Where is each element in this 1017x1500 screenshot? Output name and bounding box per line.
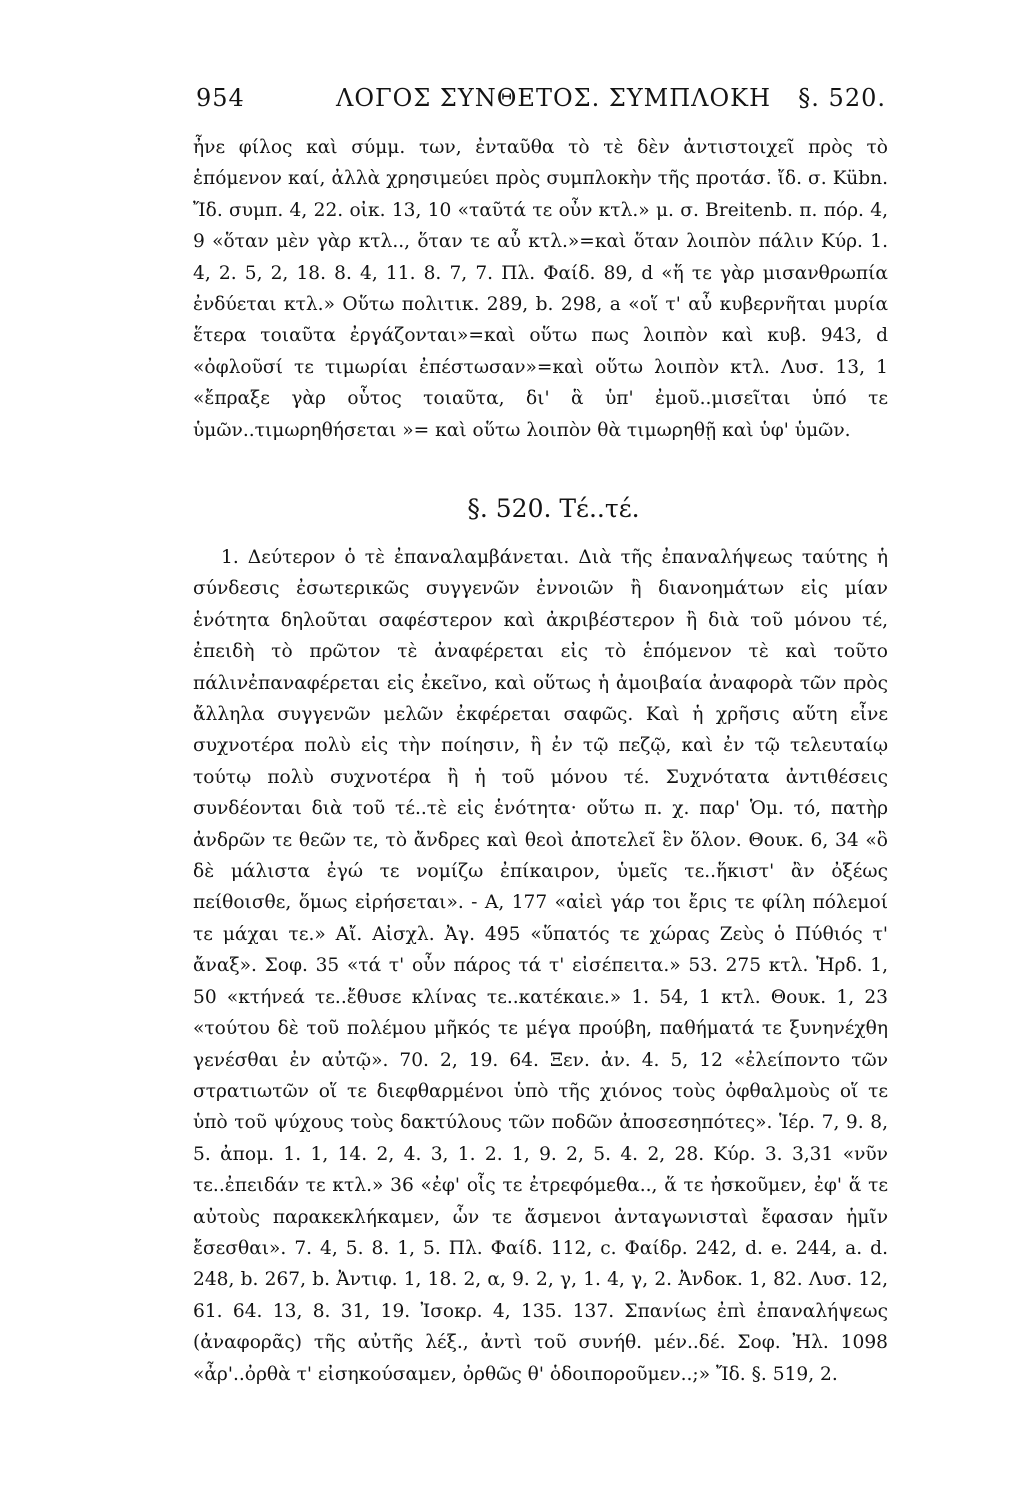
page-number: 954 (196, 84, 245, 112)
header-section-number: §. 520. (798, 84, 886, 112)
section-heading: §. 520. Τέ..τέ. (467, 494, 640, 523)
running-header (196, 84, 886, 124)
running-title: ΛΟΓΟΣ ΣΥΝΘΕΤΟΣ. ΣΥΜΠΛΟΚΗ (336, 84, 772, 112)
intro-paragraph: ἦνε φίλος καὶ σύμμ. των, ἐνταῦθα τὸ τὲ δὲν ἀντιστοιχεῖ πρὸς τὸ ἑπόμενον καί, ἀλλὰ χρησιμεύει πρὸς συμπλοκὴν τῆς προτάσ. ἴδ. σ. Kübn. Ἴδ. συμπ. 4, 22. οἰκ. 13, 10 «ταῦτά τε οὖν κτλ.» μ. σ. Breitenb. π. πόρ. 4, 9 «ὅταν μὲν γὰρ κτλ.., ὅταν τε αὖ κτλ.»=καὶ ὅταν λοιπὸν πάλιν Κύρ. 1. 4, 2. 5, 2, 18. 8. 4, 11. 8. 7, 7. Πλ. Φαίδ. 89, d «ἥ τε γὰρ μισανθρωπία ἐνδύεται κτλ.» Οὕτω πολιτικ. 289, b. 298, a «οἵ τ' αὖ κυβερνῆται μυρία ἕτερα τοιαῦτα ἐργάζονται»=καὶ οὕτω πως λοιπὸν καὶ κυβ. 943, d «ὀφλοῦσί τε τιμωρίαι ἐπέστωσαν»=καὶ οὕτω λοιπὸν κτλ. Λυσ. 13, 1 «ἔπραξε γὰρ οὗτος τοιαῦτα, δι' ἃ ὑπ' ἐμοῦ..μισεῖται ὑπό τε ὑμῶν..τιμωρηθήσεται »= καὶ οὕτω λοιπὸν θὰ τιμωρηθῇ καὶ ὑφ' ὑμῶν. (193, 137, 888, 441)
continued-text-block (193, 132, 888, 446)
section-text-block (193, 542, 888, 1390)
main-paragraph: 1. Δεύτερον ὁ τὲ ἐπαναλαμβάνεται. Διὰ τῆς ἐπαναλήψεως ταύτης ἡ σύνδεσις ἐσωτερικῶς συγγενῶν ἐννοιῶν ἢ διανοημάτων εἰς μίαν ἑνότητα δηλοῦται σαφέστερον καὶ ἀκριβέστερον ἢ διὰ τοῦ μόνου τέ, ἐπειδὴ τὸ πρῶτον τὲ ἀναφέρεται εἰς τὸ ἑπόμενον τὲ καὶ τοῦτο πάλινἐπαναφέρεται εἰς ἐκεῖνο, καὶ οὕτως ἡ ἀμοιβαία ἀναφορὰ τῶν πρὸς ἄλληλα συγγενῶν μελῶν ἐκφέρεται σαφῶς. Καὶ ἡ χρῆσις αὕτη εἶνε συχνοτέρα πολὺ εἰς τὴν ποίησιν, ἢ ἐν τῷ πεζῷ, καὶ ἐν τῷ τελευταίῳ τούτῳ πολὺ συχνοτέρα ἢ ἡ τοῦ μόνου τέ. Συχνότατα ἀντιθέσεις συνδέονται διὰ τοῦ τέ..τὲ εἰς ἑνότητα· οὕτω π. χ. παρ' Ὁμ. τό, πατὴρ ἀνδρῶν τε θεῶν τε, τὸ ἄνδρες καὶ θεοὶ ἀποτελεῖ ἓν ὅλον. Θουκ. 6, 34 «ὃ δὲ μάλιστα ἐγώ τε νομίζω ἐπίκαιρον, ὑμεῖς τε..ἥκιστ' ἂν ὀξέως πείθοισθε, ὅμως εἰρήσεται». - Α, 177 «αἰεὶ γάρ τοι ἔρις τε φίλη πόλεμοί τε μάχαι τε.» Αἴ. Αἰσχλ. Ἀγ. 495 «ὕπατός τε χώρας Ζεὺς ὁ Πύθιός τ' ἄναξ». Σοφ. 35 «τά τ' οὖν πάρος τά τ' εἰσέπειτα.» 53. 275 κτλ. Ἡρδ. 1, 50 «κτήνεά τε..ἔθυσε κλίνας τε..κατέκαιε.» 1. 54, 1 κτλ. Θουκ. 1, 23 «τούτου δὲ τοῦ πολέμου μῆκός τε μέγα προύβη, παθήματά τε ξυνηνέχθη γενέσθαι ἐν αὐτῷ». 70. 2, 19. 64. Ξεν. ἀν. 4. 5, 12 «ἐλείποντο τῶν στρατιωτῶν οἵ τε διεφθαρμένοι ὑπὸ τῆς χιόνος τοὺς ὀφθαλμοὺς οἵ τε ὑπὸ τοῦ ψύχους τοὺς δακτύλους τῶν ποδῶν ἀποσεσηπότες». Ἱέρ. 7, 9. 8, 5. ἀπομ. 1. 1, 14. 2, 4. 3, 1. 2. 1, 9. 2, 5. 4. 2, 28. Κύρ. 3. 3,31 «νῦν τε..ἐπειδάν τε κτλ.» 36 «ἐφ' οἷς τε ἐτρεφόμεθα.., ἅ τε ἠσκοῦμεν, ἐφ' ἅ τε αὐτοὺς παρακεκλήκαμεν, ὧν τε ἄσμενοι ἀνταγωνισταὶ ἔφασαν ἡμῖν ἔσεσθαι». 7. 4, 5. 8. 1, 5. Πλ. Φαίδ. 112, c. Φαίδρ. 242, d. e. 244, a. d. 248, b. 267, b. Ἀντιφ. 1, 18. 2, α, 9. 2, γ, 1. 4, γ, 2. Ἀνδοκ. 1, 82. Λυσ. 12, 61. 64. 13, 8. 31, 19. Ἰσοκρ. 4, 135. 137. Σπανίως ἐπὶ ἐπαναλήψεως (ἀναφορᾶς) τῆς αὐτῆς λέξ., ἀντὶ τοῦ συνήθ. μέν..δέ. Σοφ. Ἠλ. 1098 «ἆρ'..ὀρθὰ τ' εἰσηκούσαμεν, ὀρθῶς θ' ὁδοιποροῦμεν..;» Ἴδ. §. 519, 2. (193, 547, 888, 1385)
